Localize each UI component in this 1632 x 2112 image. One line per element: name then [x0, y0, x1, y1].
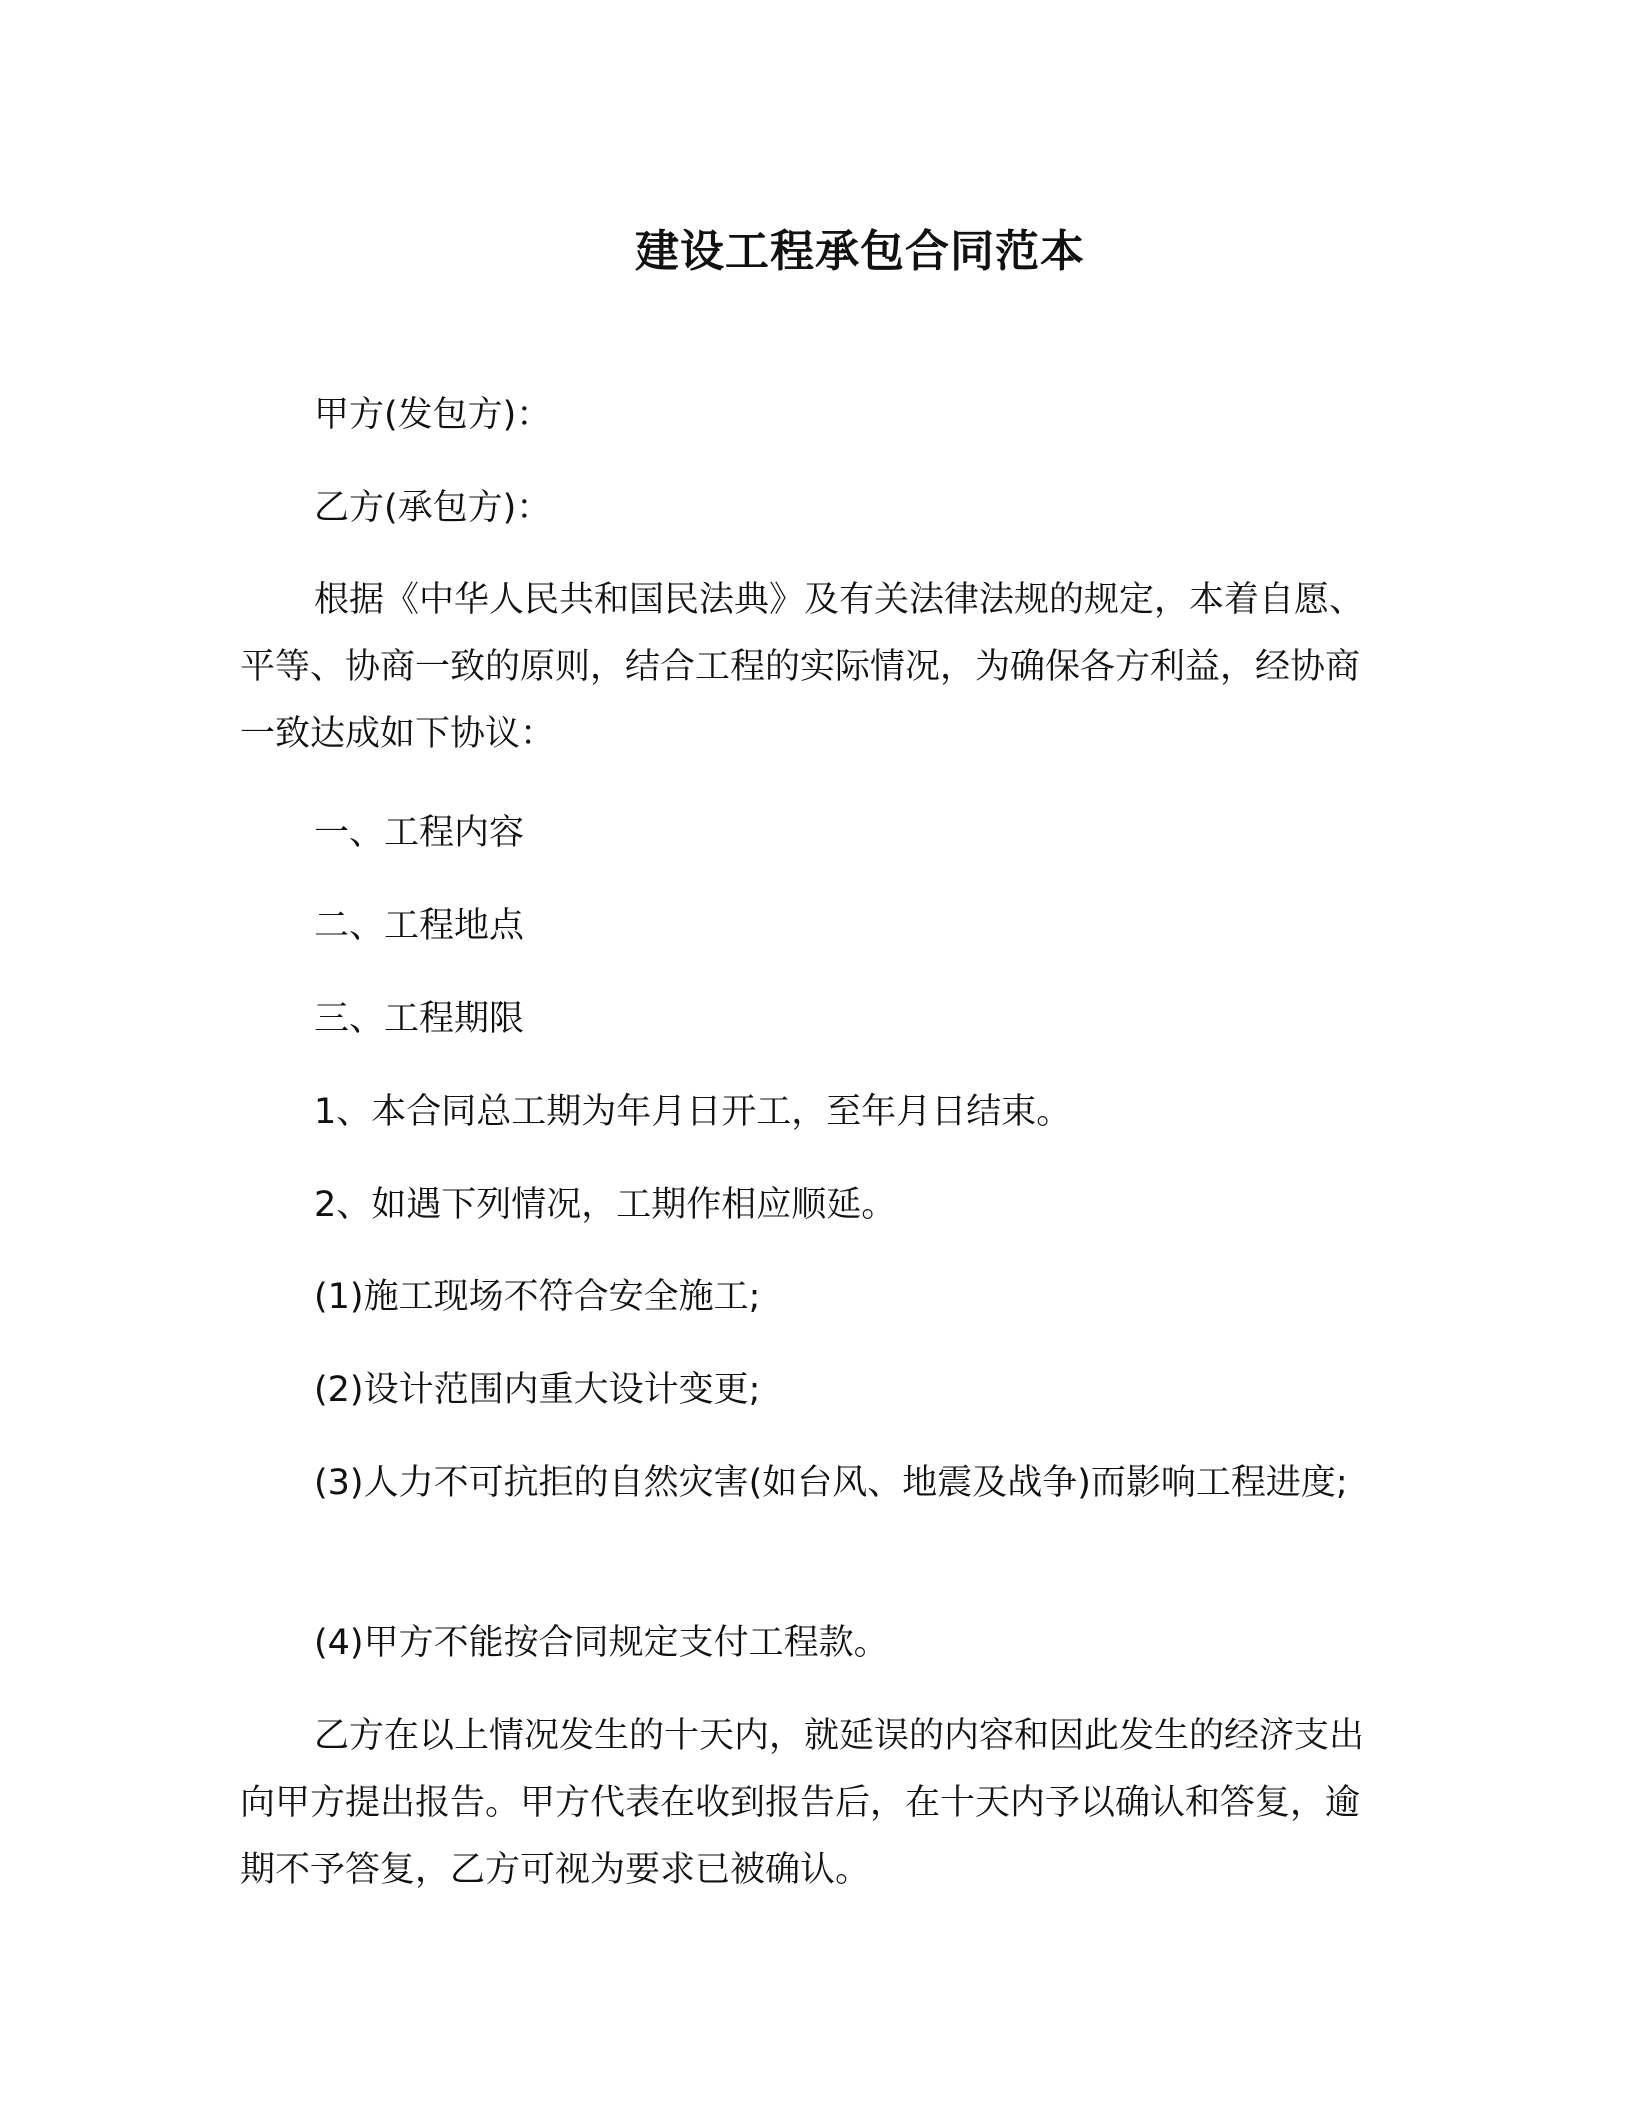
document-title: 建设工程承包合同范本 [635, 226, 1085, 277]
section-heading-location: 二、工程地点 [314, 906, 525, 946]
section-heading-duration: 三、工程期限 [314, 999, 525, 1039]
clause-1: 1、本合同总工期为年月日开工，至年月日结束。 [314, 1092, 1072, 1132]
paragraph-party-a: 甲方(发包方)： [314, 395, 552, 435]
sub-clause-2: (2)设计范围内重大设计变更; [314, 1370, 761, 1410]
section-heading-content: 一、工程内容 [314, 813, 525, 853]
sub-clause-1: (1)施工现场不符合安全施工; [314, 1277, 761, 1317]
clause-2: 2、如遇下列情况，工期作相应顺延。 [314, 1185, 897, 1225]
sub-clause-3: (3)人力不可抗拒的自然灾害(如台风、地震及战争)而影响工程进度; [314, 1463, 1348, 1503]
paragraph-preamble: 根据《中华人民共和国民法典》及有关法律法规的规定，本着自愿、平等、协商一致的原则，结合工程的实际情况，为确保各方利益，经协商一致达成如下协议： [240, 580, 1365, 754]
sub-clause-4: (4)甲方不能按合同规定支付工程款。 [314, 1623, 889, 1663]
paragraph-report: 乙方在以上情况发生的十天内，就延误的内容和因此发生的经济支出向甲方提出报告。甲方代表在收到报告后，在十天内予以确认和答复，逾期不予答复，乙方可视为要求已被确认。 [240, 1716, 1365, 1890]
paragraph-party-b: 乙方(承包方)： [314, 488, 552, 528]
